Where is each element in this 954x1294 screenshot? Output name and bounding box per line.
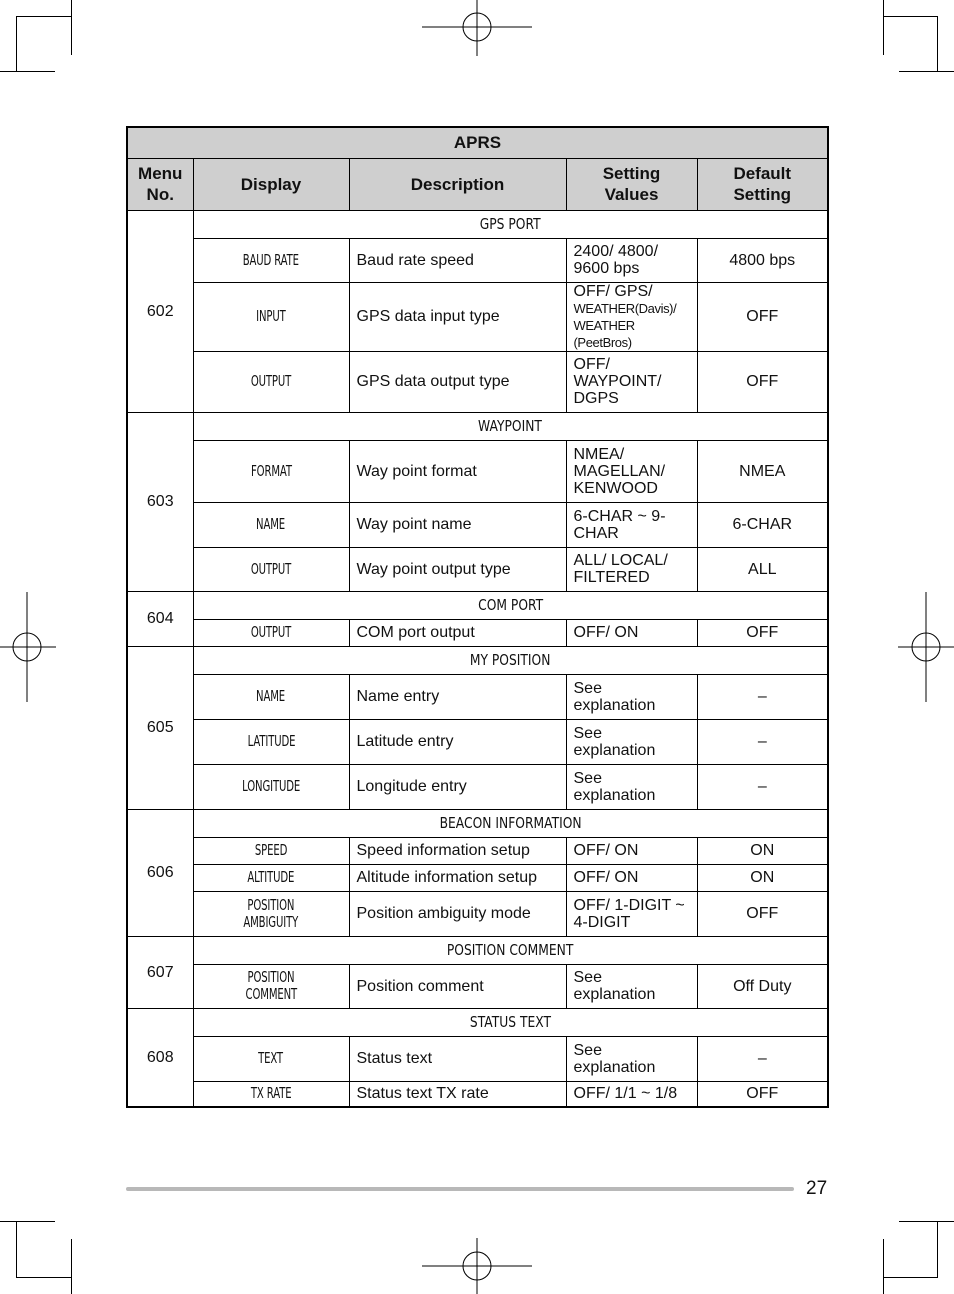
section-title: GPS PORT	[193, 210, 828, 238]
display-cell: SPEED	[193, 837, 349, 864]
display-cell: FORMAT	[193, 440, 349, 502]
table-row	[127, 674, 828, 719]
display-cell: INPUT	[193, 282, 349, 351]
setting-values-cell: OFF/ ON	[566, 619, 697, 646]
table-row	[127, 891, 828, 936]
section-row	[127, 412, 828, 440]
display-cell: POSITION AMBIGUITY	[193, 891, 349, 936]
setting-values-cell: See explanation	[566, 764, 697, 809]
menu-number: 605	[127, 646, 193, 809]
display-cell: LATITUDE	[193, 719, 349, 764]
section-row	[127, 809, 828, 837]
display-cell: OUTPUT	[193, 547, 349, 591]
section-row	[127, 646, 828, 674]
table-row	[127, 764, 828, 809]
default-setting-cell: –	[697, 764, 828, 809]
section-title: WAYPOINT	[193, 412, 828, 440]
description-cell: Position ambiguity mode	[349, 891, 566, 936]
table-row	[127, 1081, 828, 1107]
display-cell: NAME	[193, 674, 349, 719]
display-cell: BAUD RATE	[193, 238, 349, 282]
description-cell: Way point name	[349, 502, 566, 547]
table-row	[127, 719, 828, 764]
header-display: Display	[193, 158, 349, 210]
setting-values-cell: OFF/ ON	[566, 837, 697, 864]
setting-values-cell: See explanation	[566, 1036, 697, 1081]
registration-mark-bottom	[422, 1238, 532, 1294]
description-cell: Way point format	[349, 440, 566, 502]
menu-number: 603	[127, 412, 193, 591]
display-cell: ALTITUDE	[193, 864, 349, 891]
menu-number: 607	[127, 936, 193, 1008]
default-setting-cell: ALL	[697, 547, 828, 591]
setting-values-cell: See explanation	[566, 964, 697, 1008]
display-cell: TEXT	[193, 1036, 349, 1081]
description-cell: GPS data output type	[349, 351, 566, 412]
setting-values-cell: ALL/ LOCAL/ FILTERED	[566, 547, 697, 591]
setting-values-cell: See explanation	[566, 719, 697, 764]
description-cell: COM port output	[349, 619, 566, 646]
description-cell: Longitude entry	[349, 764, 566, 809]
menu-number: 604	[127, 591, 193, 646]
table-row	[127, 238, 828, 282]
default-setting-cell: NMEA	[697, 440, 828, 502]
setting-values-cell: 2400/ 4800/ 9600 bps	[566, 238, 697, 282]
default-setting-cell: OFF	[697, 351, 828, 412]
table-title: APRS	[127, 127, 828, 158]
menu-number: 608	[127, 1008, 193, 1107]
registration-mark-top	[422, 0, 532, 56]
setting-values-cell: OFF/ ON	[566, 864, 697, 891]
header-description: Description	[349, 158, 566, 210]
display-cell: POSITION COMMENT	[193, 964, 349, 1008]
table-row	[127, 282, 828, 351]
menu-number: 602	[127, 210, 193, 412]
default-setting-cell: OFF	[697, 282, 828, 351]
default-setting-cell: –	[697, 719, 828, 764]
table-row	[127, 1036, 828, 1081]
table-row	[127, 864, 828, 891]
section-row	[127, 591, 828, 619]
aprs-menu-table	[126, 126, 829, 1108]
default-setting-cell: OFF	[697, 891, 828, 936]
section-title: POSITION COMMENT	[193, 936, 828, 964]
default-setting-cell: ON	[697, 837, 828, 864]
table-row	[127, 440, 828, 502]
setting-values-cell: 6-CHAR ~ 9- CHAR	[566, 502, 697, 547]
setting-values-cell: OFF/ WAYPOINT/ DGPS	[566, 351, 697, 412]
description-cell: Status text	[349, 1036, 566, 1081]
table-row	[127, 619, 828, 646]
registration-mark-left	[0, 592, 56, 702]
description-cell: Latitude entry	[349, 719, 566, 764]
page-number: 27	[806, 1178, 828, 1199]
section-title: STATUS TEXT	[193, 1008, 828, 1036]
default-setting-cell: Off Duty	[697, 964, 828, 1008]
description-cell: Way point output type	[349, 547, 566, 591]
description-cell: Status text TX rate	[349, 1081, 566, 1107]
header-default-setting: Default Setting	[697, 158, 828, 210]
default-setting-cell: ON	[697, 864, 828, 891]
header-setting-values: Setting Values	[566, 158, 697, 210]
default-setting-cell: OFF	[697, 1081, 828, 1107]
menu-number: 606	[127, 809, 193, 936]
description-cell: Name entry	[349, 674, 566, 719]
display-cell: LONGITUDE	[193, 764, 349, 809]
default-setting-cell: –	[697, 674, 828, 719]
default-setting-cell: 4800 bps	[697, 238, 828, 282]
setting-values-cell: OFF/ 1-DIGIT ~ 4-DIGIT	[566, 891, 697, 936]
section-title: MY POSITION	[193, 646, 828, 674]
table-row	[127, 351, 828, 412]
setting-values-cell: See explanation	[566, 674, 697, 719]
header-menu-no: Menu No.	[127, 158, 193, 210]
display-cell: NAME	[193, 502, 349, 547]
setting-values-cell: NMEA/ MAGELLAN/ KENWOOD	[566, 440, 697, 502]
description-cell: Baud rate speed	[349, 238, 566, 282]
section-row	[127, 936, 828, 964]
table-row	[127, 964, 828, 1008]
default-setting-cell: OFF	[697, 619, 828, 646]
description-cell: Speed information setup	[349, 837, 566, 864]
table-row	[127, 547, 828, 591]
registration-mark-right	[898, 592, 954, 702]
table-row	[127, 502, 828, 547]
description-cell: Altitude information setup	[349, 864, 566, 891]
display-cell: OUTPUT	[193, 619, 349, 646]
description-cell: Position comment	[349, 964, 566, 1008]
default-setting-cell: 6-CHAR	[697, 502, 828, 547]
section-row	[127, 210, 828, 238]
display-cell: OUTPUT	[193, 351, 349, 412]
section-row	[127, 1008, 828, 1036]
setting-values-cell: OFF/ GPS/ WEATHER(Davis)/ WEATHER (PeetBros)	[566, 282, 697, 351]
default-setting-cell: –	[697, 1036, 828, 1081]
description-cell: GPS data input type	[349, 282, 566, 351]
section-title: BEACON INFORMATION	[193, 809, 828, 837]
setting-values-cell: OFF/ 1/1 ~ 1/8	[566, 1081, 697, 1107]
table-row	[127, 837, 828, 864]
section-title: COM PORT	[193, 591, 828, 619]
footer-rule	[126, 1187, 794, 1191]
display-cell: TX RATE	[193, 1081, 349, 1107]
